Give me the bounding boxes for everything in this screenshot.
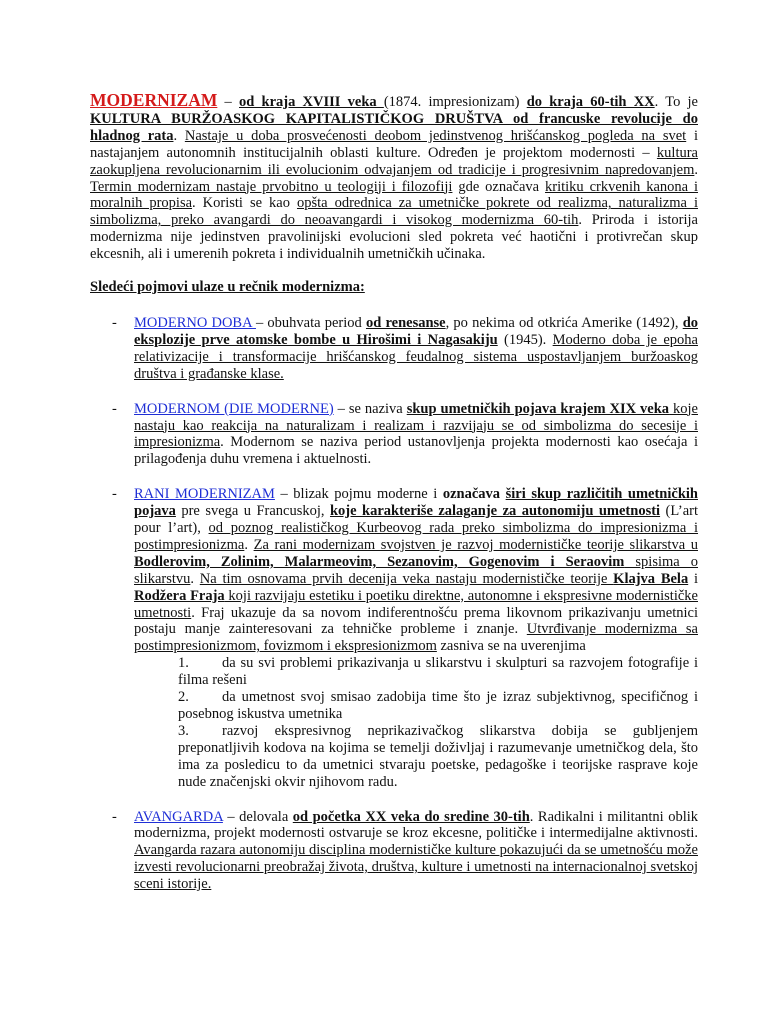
intro-text: opšta odrednica za umetničke pokrete od realizma, naturalizma i simbolizma, preko avangardi do neoavangardi i visokog modernizma 60-tih [90,195,699,229]
term-label: AVANGARDA [134,808,223,825]
term-text: – blizak pojmu moderne i [274,486,443,503]
term-label: MODERNOM (DIE MODERNE) [134,400,334,417]
term-paragraph [134,315,698,383]
term-text: – se naziva [333,400,407,417]
bullet-dash: - [112,808,117,825]
intro-text: . [173,127,185,144]
list-text: da su svi problemi prikazivanja u slikarstvu i skulpturi sa razvojem fotografije i filma rešeni [178,655,698,689]
document-body [90,92,698,893]
intro-text: Termin modernizam nastaje prvobitno u teologiji i filozofiji [90,178,453,195]
intro-text: i nastajanjem autonomnih institucijalnih oblasti kulture. Određen je projektom modernosti – [90,127,698,161]
intro-text: do kraja 60-tih XX [526,94,655,110]
term-text: spisima o slikarstvu [134,553,699,587]
numbered-list [134,655,698,790]
list-item [134,655,698,689]
term-text: zasniva se na uverenjima [436,638,586,655]
term-text: pre svega u Francuskoj, [175,503,330,520]
term-text: Bodlerovim, Zolinim, Malarmeovim, Sezanovim, Gogenovim i Seraovim [134,553,625,570]
term-text: koje nastaju kao reakcija na naturalizam i realizam i razvijaju se od simbolizma do secesije i impresionizma [134,400,698,451]
intro-text: . Priroda i istorija modernizma nije jedinstven pravolinijski evolucioni sled pokreta već haotični i protivrečan skup ekcesnih, ali i umerenih pokreta i individualnih umetničkih učinaka. [90,212,698,263]
term-label: MODERNO DOBA [134,314,256,331]
term-text: Avangarda razara autonomiju disciplina modernističke kulture pokazujući da se umetnošću može izvesti revolucionarni preobražaj života, društva, kulture i umetnosti na internacionalnoj svetskoj sceni istorije. [134,842,698,893]
list-text: da umetnost svoj smisao zadobija time što je izraz subjektivnog, specifičnog i posebnog iskustva umetnika [178,689,698,722]
term-text: . Fraj ukazuje da sa novom indiferentnošću prema likovnom prikazivanju umetnici postaju manje zainteresovani za tehničke probleme i znanje. [134,604,698,638]
list-number: 1. [178,655,189,672]
term-paragraph [134,401,698,469]
term-moderno-doba [90,315,698,383]
document-title: MODERNIZAM [90,90,218,110]
intro-text: . Koristi se kao [192,195,297,212]
intro-text: KULTURA BURŽOASKOG KAPITALISTIČKOG DRUŠTVA od francuske revolucije do hladnog rata [90,110,698,144]
intro-text: Nastaje u doba prosvećenosti deobom jedinstvenog hrišćanskog pogleda na svet [184,127,687,144]
term-rani-modernizam [90,486,698,790]
term-paragraph [134,486,698,655]
term-modernom [90,401,698,469]
term-text: Moderno doba je epoha relativizacije i transformacije hrišćanskog feudalnog sistema uspostavljanjem buržoaskog društva i građanske klase. [134,331,698,382]
term-text: širi skup različitih umetničkih pojava [134,486,698,520]
term-text: označava [442,486,501,503]
term-text: koje karakteriše zalaganje za autonomiju umetnosti [329,503,661,520]
list-item [134,689,698,723]
term-text: – obuhvata period [255,314,366,331]
term-text: Za rani modernizam svojstven je razvoj modernističke teorije slikarstva u [253,536,698,553]
bullet-dash: - [112,486,117,503]
intro-text: (1874. impresionizam) [383,94,527,110]
bullet-dash: - [112,400,117,417]
intro-text: gde označava [452,178,546,195]
term-paragraph [134,809,698,894]
bullet-dash: - [112,314,117,331]
intro-text: . To je [654,94,698,110]
section-heading: Sledeći pojmovi ulaze u rečnik modernizma: [90,279,365,296]
term-text: do eksplozije prve atomske bombe u Hirošimi i Nagasakiju [134,314,699,348]
term-text: Rodžera Fraja [134,587,225,604]
intro-text: kultura zaokupljena revolucionarnim ili evolucionim odvajanjem od tradicije i progresivnim napredovanjem [90,144,698,178]
term-text: Na tim osnovama prvih decenija veka nastaju modernističke teorije [199,570,614,587]
term-text: (L’art pour l’art), [134,503,699,537]
term-avangarda [90,809,698,894]
term-text: i [688,570,698,587]
intro-text: . [694,161,698,178]
term-text: , po nekima od otkrića Amerike (1492), [445,314,683,331]
intro-text: – [217,94,240,110]
term-text: od početka XX veka do sredine 30-tih [292,808,530,825]
term-text: . Radikalni i militantni oblik modernizma, projekt modernosti ostvaruje se kroz ekcesne, političke i intermedijalne aktivnosti. [134,808,699,842]
term-text: . [190,570,200,587]
term-text: . Modernom se naziva period ustanovljenja projekta modernosti kao osećaja i prilagođenja duhu vremena i aktuelnosti. [134,434,698,468]
term-text: skup umetničkih pojava krajem XIX veka [406,400,670,417]
term-text: – delovala [222,808,293,825]
term-text: . [244,536,254,553]
intro-text: od kraja XVIII veka [239,94,384,110]
term-text: od poznog realističkog Kurbeovog rada preko simbolizma do impresionizma i postimpresionizma [134,520,699,553]
intro-text: kritiku crkvenih kanona i moralnih propisa [90,178,699,212]
term-text: Utvrđivanje modernizma sa postimpresionizmom, fovizmom i ekspresionizmom [134,621,698,655]
term-label: RANI MODERNIZAM [134,486,275,503]
term-text: koji razvijaju estetiku i poetiku direktne, autonomne i ekspresivne modernističke umetnosti [134,587,698,621]
intro-paragraph [90,92,698,263]
term-text: Klajva Bela [613,570,689,587]
list-number: 3. [178,722,189,739]
list-item [134,723,698,791]
list-text: razvoj ekspresivnog neprikazivačkog slikarstva dobija se gubljenjem preponatljivih kodova na kojima se temelji doživljaj i razumevanje umetničkog dela, što ima za posledicu to da umetnici stvaraju poetske, pedagoške i teorijske rasprave koje nude značenjski okvir njihovom radu. [178,722,698,790]
list-number: 2. [178,689,189,706]
term-text: (1945). [497,331,553,348]
term-text: od renesanse [365,314,446,331]
